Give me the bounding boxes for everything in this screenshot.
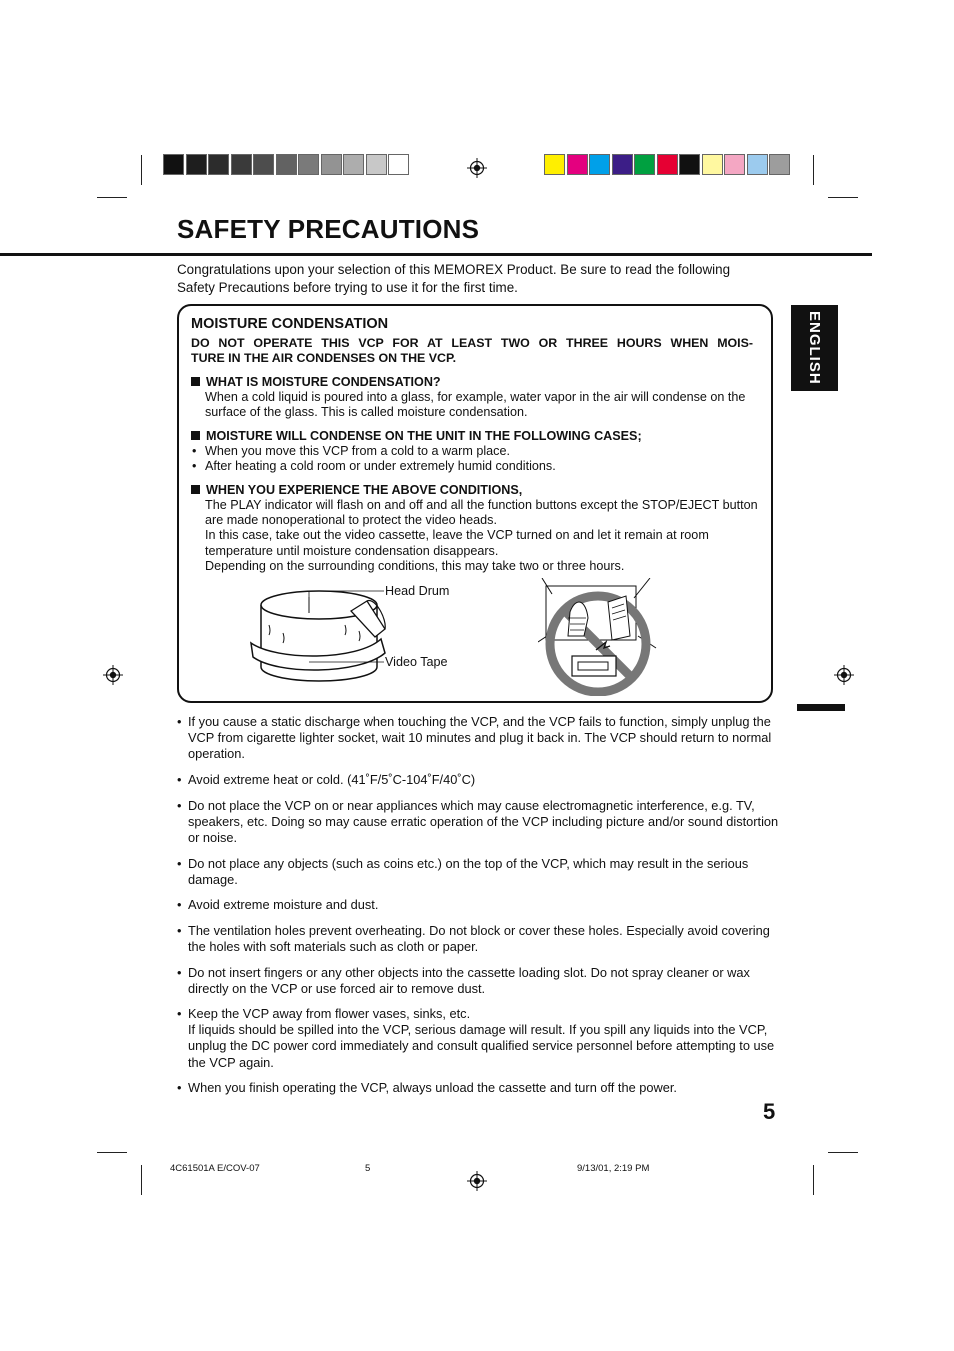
conditions-paragraph: Depending on the surrounding conditions, this may take two or three hours. (205, 558, 625, 573)
intro-paragraph: Congratulations upon your selection of this MEMOREX Product. Be sure to read the following Safety Precautions before trying to use it for the first time. (177, 262, 731, 295)
gray-swatch (321, 154, 342, 175)
moisture-title: MOISTURE CONDENSATION (191, 316, 389, 332)
footer-code: 4C61501A E/COV-07 (170, 1163, 260, 1174)
moisture-warning-line: TURE IN THE AIR CONDENSES ON THE VCP. (191, 351, 457, 365)
list-item-text: The ventilation holes prevent overheating. Do not block or cover these holes. Especially avoid covering the holes with soft materials such as cloth or paper. (188, 923, 770, 955)
color-swatch (724, 154, 745, 175)
color-swatch (612, 154, 633, 175)
crop-mark (141, 155, 142, 185)
side-marker-bar (797, 704, 845, 711)
bullet-icon: • (177, 856, 182, 871)
bullet-icon: • (177, 1006, 182, 1021)
what-heading-text: WHAT IS MOISTURE CONDENSATION? (206, 375, 441, 389)
head-drum-illustration (247, 585, 392, 690)
registration-mark-icon (467, 158, 487, 178)
color-swatch (679, 154, 700, 175)
crop-mark (828, 1152, 858, 1153)
list-item (177, 965, 782, 997)
footer-page: 5 (365, 1163, 371, 1174)
list-item (177, 1080, 782, 1096)
color-swatch (702, 154, 723, 175)
list-item-text: Keep the VCP away from flower vases, sinks, etc. If liquids should be spilled into the VCP, serious damage will result. If you spill any liquids into the VCP, unplug the DC power cord immediately and consult qualified service personnel before attempting to use the VCP again. (188, 1006, 775, 1070)
list-item (177, 714, 782, 763)
case-item-text: When you move this VCP from a cold to a warm place. (205, 444, 510, 458)
conditions-heading-text: WHEN YOU EXPERIENCE THE ABOVE CONDITIONS, (206, 483, 523, 497)
gray-swatch (298, 154, 319, 175)
list-item (177, 897, 782, 913)
bullet-icon: • (177, 897, 182, 912)
case-item (192, 459, 556, 474)
conditions-paragraph: The PLAY indicator will flash on and off and all the function buttons except the STOP/EJECT button are made nonoperational to protect the video heads. (205, 498, 758, 528)
gray-swatch (343, 154, 364, 175)
gray-swatch (231, 154, 252, 175)
crop-mark (813, 1165, 814, 1195)
bullet-icon: • (177, 1080, 182, 1095)
prohibition-illustration (538, 578, 658, 696)
color-swatch (769, 154, 790, 175)
square-bullet-icon (191, 377, 200, 386)
bullet-icon: • (177, 798, 182, 813)
bullet-icon: • (177, 714, 182, 729)
cases-heading-text: MOISTURE WILL CONDENSE ON THE UNIT IN THE FOLLOWING CASES; (206, 429, 642, 443)
language-tab (791, 305, 838, 391)
footer-datetime: 9/13/01, 2:19 PM (577, 1163, 650, 1174)
list-item (177, 923, 782, 955)
head-drum-label: Head Drum (385, 584, 450, 598)
list-item-text: If you cause a static discharge when touching the VCP, and the VCP fails to function, simply unplug the VCP from cigarette lighter socket, wait 10 minutes and plug it back in. The VCP should return to normal operation. (188, 714, 772, 762)
page-number: 5 (763, 1099, 776, 1124)
moisture-warning (191, 336, 753, 366)
color-swatch (634, 154, 655, 175)
color-swatch (747, 154, 768, 175)
color-swatch (567, 154, 588, 175)
list-item-text: Avoid extreme moisture and dust. (188, 897, 379, 912)
conditions-heading (191, 483, 522, 497)
case-item (192, 444, 510, 459)
what-text: When a cold liquid is poured into a glass, for example, water vapor in the air will condense on the surface of the glass. This is called moisture condensation. (205, 390, 746, 420)
list-item (177, 856, 782, 888)
crop-mark (813, 155, 814, 185)
list-item-text: Avoid extreme heat or cold. (41˚F/5˚C-104˚F/40˚C) (188, 772, 476, 787)
color-calibration-strip (544, 154, 792, 175)
crop-mark (97, 197, 127, 198)
gray-swatch (388, 154, 409, 175)
conditions-paragraph: In this case, take out the video cassette, leave the VCP turned on and let it remain at room temperature until moisture condensation disappears. (205, 528, 709, 558)
list-item-text: When you finish operating the VCP, always unload the cassette and turn off the power. (188, 1080, 677, 1095)
registration-mark-icon (467, 1171, 487, 1191)
list-item (177, 1006, 782, 1071)
registration-mark-icon (103, 665, 123, 685)
page-title: SAFETY PRECAUTIONS (177, 214, 480, 244)
gray-swatch (208, 154, 229, 175)
list-item-text: Do not place the VCP on or near appliances which may cause electromagnetic interference, e.g. TV, speakers, etc. Doing so may cause erratic operation of the VCP including picture and/or sound distortion or noise. (188, 798, 779, 846)
bullet-icon: • (192, 444, 197, 458)
video-tape-label: Video Tape (385, 655, 448, 669)
registration-mark-icon (834, 665, 854, 685)
color-swatch (657, 154, 678, 175)
gray-swatch (366, 154, 387, 175)
crop-mark (828, 197, 858, 198)
language-tab-label: ENGLISH (806, 311, 823, 385)
gray-swatch (186, 154, 207, 175)
list-item (177, 772, 782, 788)
cases-heading (191, 429, 642, 443)
moisture-warning-line: DO NOT OPERATE THIS VCP FOR AT LEAST TWO OR THREE HOURS WHEN MOIS- (191, 336, 753, 350)
square-bullet-icon (191, 485, 200, 494)
list-item (177, 798, 782, 847)
square-bullet-icon (191, 431, 200, 440)
case-item-text: After heating a cold room or under extremely humid conditions. (205, 459, 556, 473)
color-swatch (589, 154, 610, 175)
bullet-icon: • (177, 772, 182, 787)
crop-mark (97, 1152, 127, 1153)
gray-swatch (253, 154, 274, 175)
bullet-icon: • (192, 459, 197, 473)
color-swatch (544, 154, 565, 175)
bullet-icon: • (177, 965, 182, 980)
list-item-text: Do not place any objects (such as coins etc.) on the top of the VCP, which may result in the serious damage. (188, 856, 749, 888)
conditions-text (205, 498, 761, 574)
what-heading (191, 375, 441, 389)
gray-swatch (163, 154, 184, 175)
gray-swatch (276, 154, 297, 175)
bullet-icon: • (177, 923, 182, 938)
crop-mark (141, 1165, 142, 1195)
list-item-text: Do not insert fingers or any other objects into the cassette loading slot. Do not spray cleaner or wax directly on the VCP or use forced air to remove dust. (188, 965, 750, 997)
grayscale-calibration-strip (163, 154, 411, 175)
title-rule (0, 253, 872, 256)
